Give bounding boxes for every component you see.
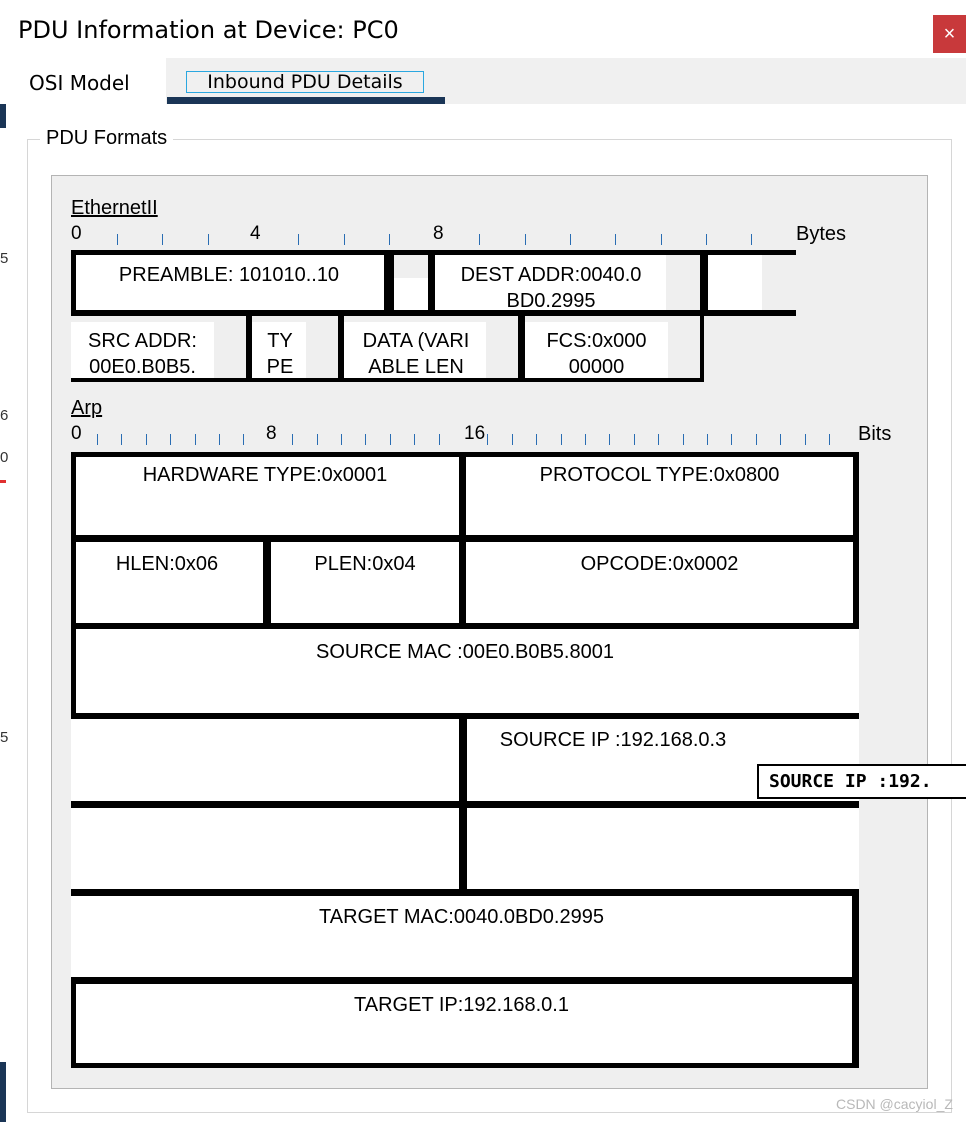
field-shade [486, 322, 518, 378]
frame-border [71, 977, 859, 984]
ruler-tick [525, 234, 526, 245]
ruler-tick [365, 434, 366, 445]
background-digit: 5 [0, 250, 9, 267]
arp-scale-16: 16 [464, 423, 486, 444]
field-source-ip-cont[interactable] [71, 808, 459, 889]
active-tab-indicator [167, 97, 445, 104]
ruler-tick [341, 434, 342, 445]
fcs-text-1: FCS:0x000 [546, 330, 647, 352]
field-shade [666, 255, 700, 310]
ruler-tick [487, 434, 488, 445]
field-shade [762, 255, 796, 310]
ruler-tick [146, 434, 147, 445]
tab-osi-model-label[interactable]: OSI Model [29, 71, 130, 95]
ruler-tick [243, 434, 244, 445]
close-button[interactable] [933, 15, 966, 53]
frame-border [700, 250, 708, 316]
ruler-tick [479, 234, 480, 245]
ruler-tick [585, 434, 586, 445]
field-source-mac-cont[interactable] [71, 719, 459, 801]
field-shade [306, 322, 338, 378]
type-text-1: TY [267, 330, 293, 352]
ruler-tick [117, 234, 118, 245]
ethernet-scale-0: 0 [71, 223, 82, 244]
opcode-text: OPCODE:0x0002 [580, 553, 739, 575]
ruler-tick [706, 234, 707, 245]
ruler-tick [162, 234, 163, 245]
dest-addr-text-2: BD0.2995 [506, 290, 596, 312]
ruler-tick [292, 434, 293, 445]
ruler-tick [805, 434, 806, 445]
background-digit: 6 [0, 407, 9, 424]
ruler-tick [731, 434, 732, 445]
arp-scale-8: 8 [266, 423, 277, 444]
tab-inbound-pdu-details-label[interactable]: Inbound PDU Details [186, 71, 424, 93]
frame-border [263, 542, 271, 628]
protocol-type-text: PROTOCOL TYPE:0x0800 [539, 464, 780, 486]
ruler-tick [344, 234, 345, 245]
frame-border [71, 535, 859, 542]
data-text-1: DATA (VARI [362, 330, 470, 352]
ruler-tick [661, 234, 662, 245]
field-shade [668, 322, 700, 378]
ruler-tick [570, 234, 571, 245]
ruler-tick [615, 234, 616, 245]
ruler-tick [751, 234, 752, 245]
field-shade [214, 322, 246, 378]
ruler-tick [390, 434, 391, 445]
ruler-tick [389, 234, 390, 245]
frame-border [700, 316, 704, 382]
arp-title: Arp [71, 397, 103, 419]
arp-scale-0: 0 [71, 423, 82, 444]
frame-border [71, 1063, 859, 1068]
data-text-2: ABLE LEN [368, 356, 464, 378]
ruler-tick [780, 434, 781, 445]
background-edge [0, 104, 6, 128]
ruler-tick [121, 434, 122, 445]
fcs-text-2: 00000 [568, 356, 625, 378]
target-ip-text: TARGET IP:192.168.0.1 [354, 994, 569, 1016]
frame-border [518, 316, 525, 382]
ethernet-scale-4: 4 [250, 223, 261, 244]
ruler-tick [707, 434, 708, 445]
ethernet-scale-unit: Bytes [796, 223, 847, 245]
pdu-formats-label: PDU Formats [40, 127, 173, 150]
ruler-tick [683, 434, 684, 445]
frame-border [428, 250, 435, 316]
ruler-tick [219, 434, 220, 445]
ruler-tick [561, 434, 562, 445]
window-title: PDU Information at Device: PC0 [18, 16, 399, 44]
close-icon: × [943, 23, 956, 45]
ruler-tick [536, 434, 537, 445]
ruler-tick [414, 434, 415, 445]
field-shade [394, 255, 428, 278]
frame-border [71, 801, 859, 808]
preamble-text: PREAMBLE: 101010..10 [118, 264, 340, 286]
dest-addr-text-1: DEST ADDR:0040.0 [460, 264, 642, 286]
ruler-tick [634, 434, 635, 445]
watermark: CSDN @cacyiol_Z [836, 1096, 953, 1112]
ethernet-scale-8: 8 [433, 223, 444, 244]
source-ip-tooltip: SOURCE IP :192. [757, 764, 966, 799]
background-digit: 0 [0, 449, 9, 466]
ruler-tick [208, 234, 209, 245]
frame-border [384, 250, 394, 316]
ruler-tick [756, 434, 757, 445]
ruler-tick [512, 434, 513, 445]
ruler-tick [609, 434, 610, 445]
field-target-mac-part[interactable] [467, 808, 859, 889]
target-mac-text: TARGET MAC:0040.0BD0.2995 [319, 906, 604, 928]
frame-border [71, 889, 859, 896]
background-digit: 5 [0, 729, 9, 746]
src-addr-text-1: SRC ADDR: [88, 330, 197, 352]
background-edge [0, 1062, 6, 1122]
ruler-tick [170, 434, 171, 445]
ruler-tick [195, 434, 196, 445]
ruler-tick [97, 434, 98, 445]
background-edge-mark [0, 480, 6, 483]
ruler-tick [439, 434, 440, 445]
hlen-text: HLEN:0x06 [115, 553, 219, 575]
src-addr-text-2: 00E0.B0B5. [89, 356, 196, 378]
type-text-2: PE [266, 356, 294, 378]
ruler-tick [298, 234, 299, 245]
source-ip-text: SOURCE IP :192.168.0.3 [499, 729, 727, 751]
plen-text: PLEN:0x04 [314, 553, 416, 575]
arp-scale-unit: Bits [858, 423, 892, 445]
hardware-type-text: HARDWARE TYPE:0x0001 [142, 464, 388, 486]
ruler-tick [829, 434, 830, 445]
ruler-tick [317, 434, 318, 445]
ruler-tick [658, 434, 659, 445]
ethernet-title: EthernetII [71, 197, 158, 219]
source-mac-text: SOURCE MAC :00E0.B0B5.8001 [316, 641, 614, 663]
